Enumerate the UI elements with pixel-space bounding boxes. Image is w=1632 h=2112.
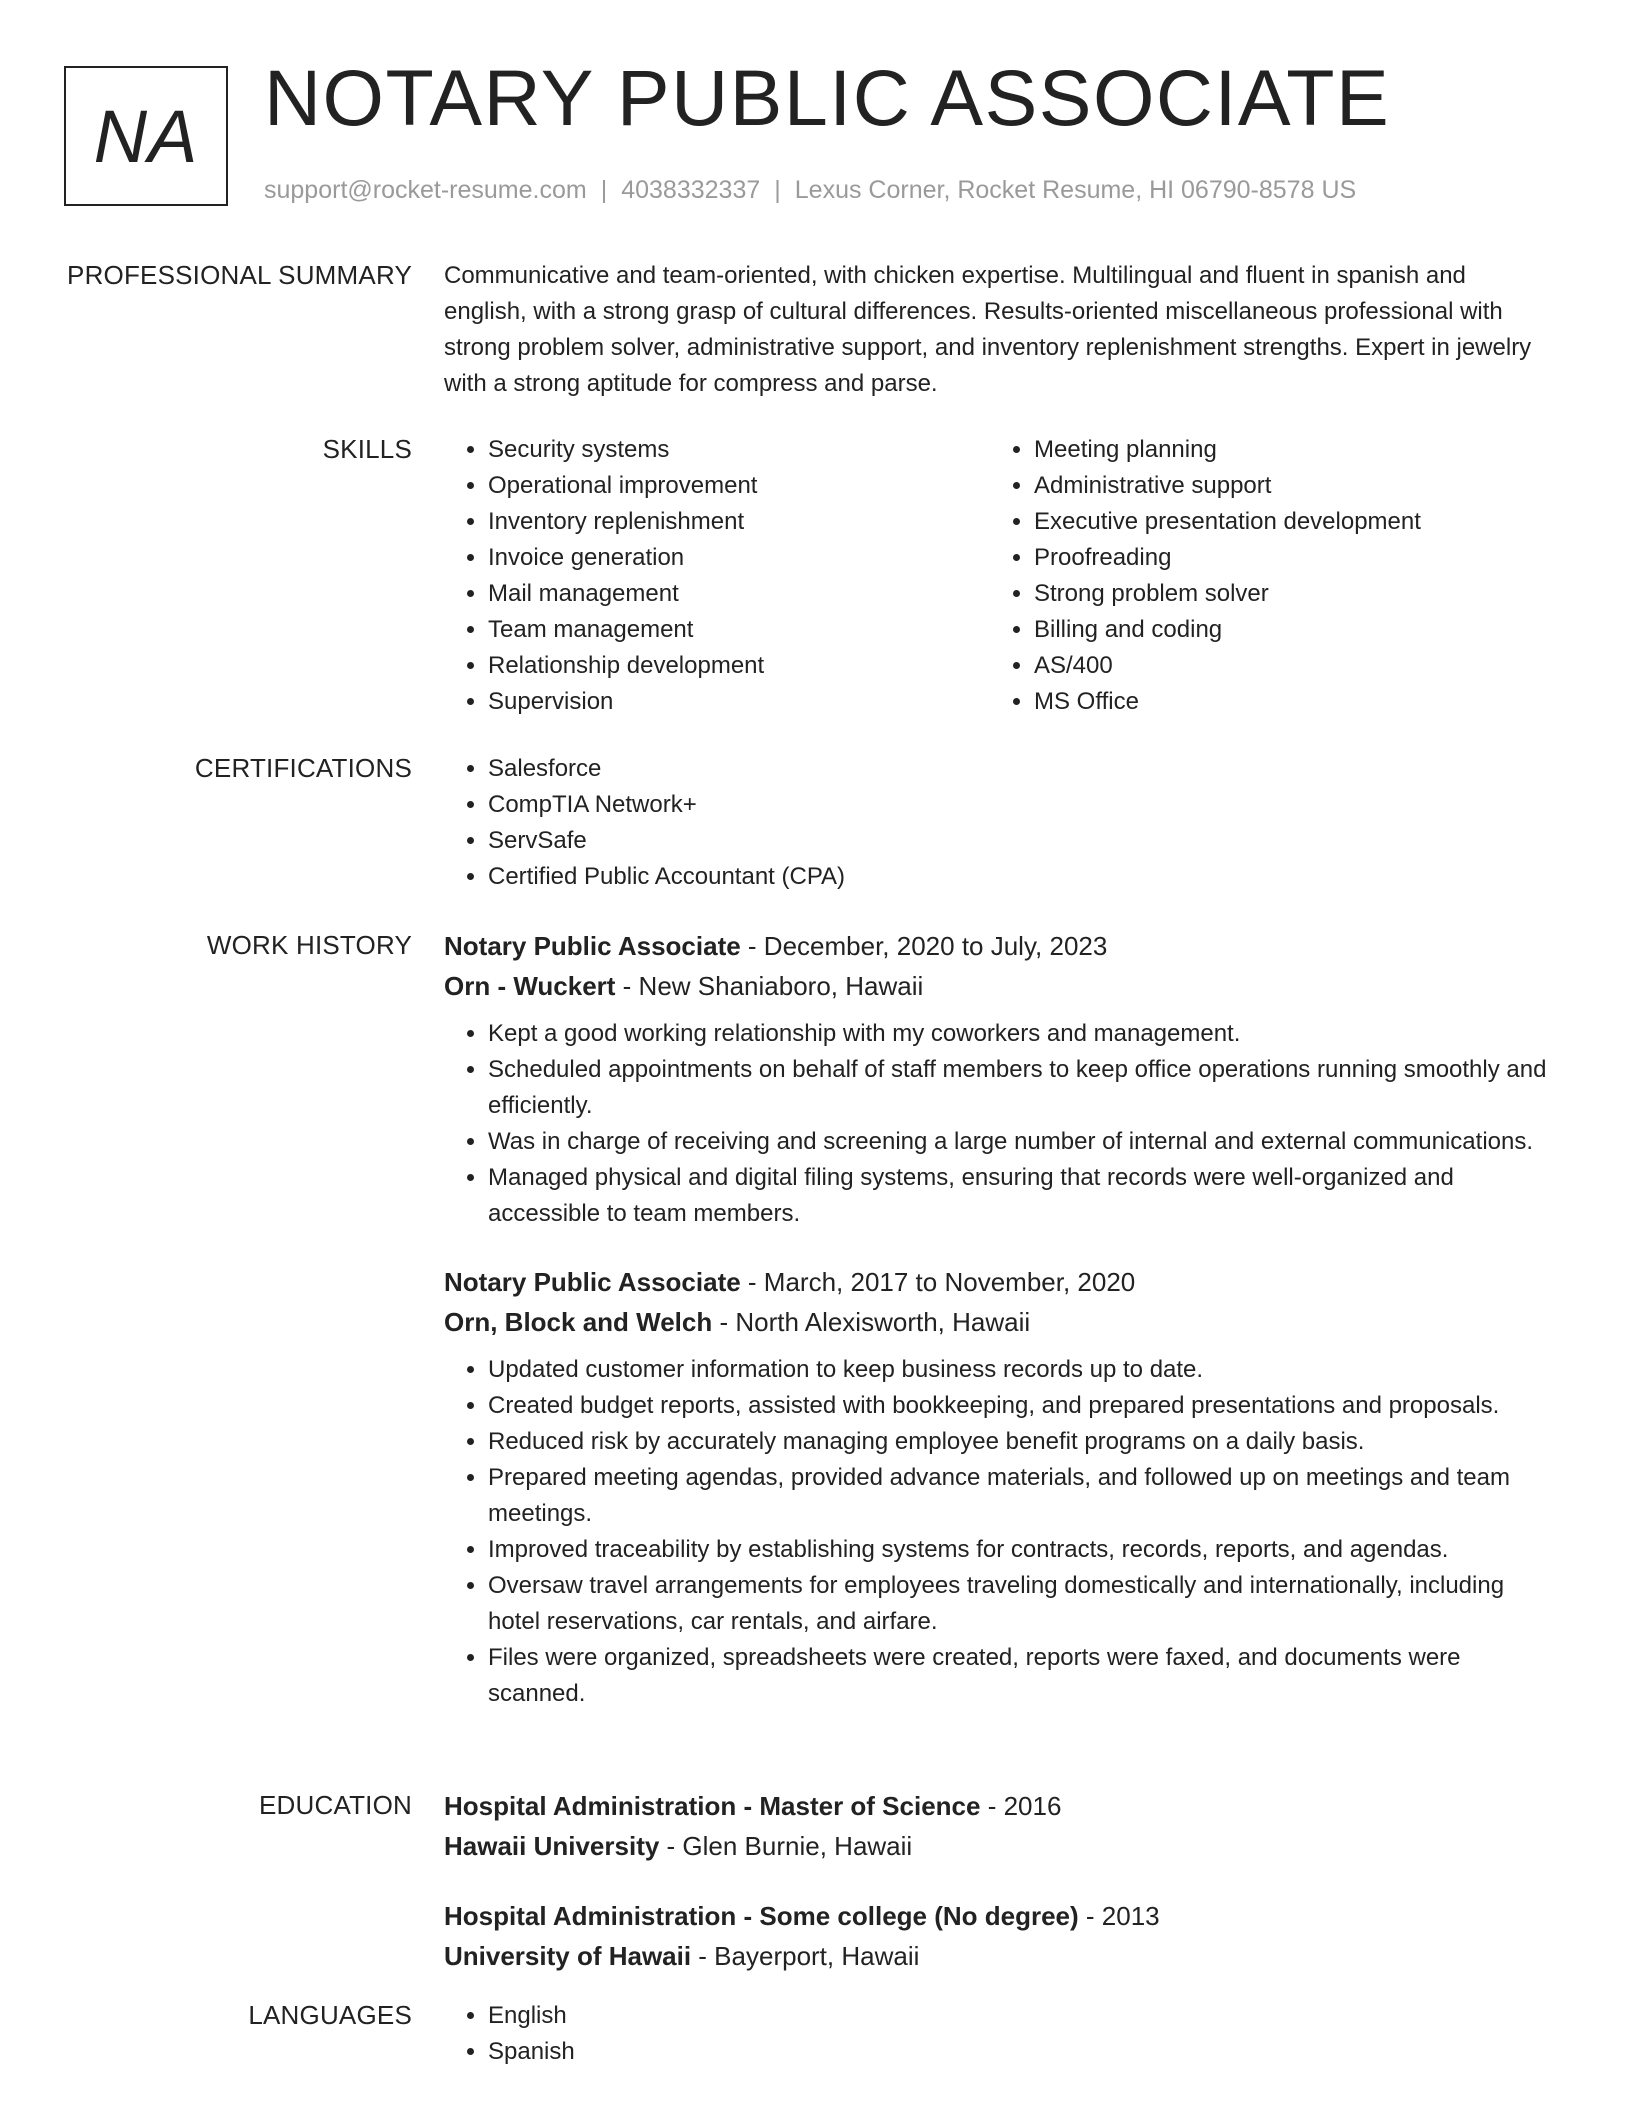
job-title: Notary Public Associate [444,1267,741,1297]
job-title-line [444,1262,1554,1302]
job-bullet: • Kept a good working relationship with my coworkers and management. [488,1016,1554,1052]
certification-item: • CompTIA Network+ [488,787,1554,823]
summary-text: Communicative and team-oriented, with chicken expertise. Multilingual and fluent in spanish and english, with a strong grasp of cultural differences. Results-oriented miscellaneous professional with strong problem solver, administrative support, and inventory replenishment strengths. Expert in jewelry with a strong aptitude for compress and parse. [444,262,1532,397]
education-location: - Bayerport, Hawaii [691,1941,920,1971]
education-year: - 2016 [980,1791,1062,1821]
language-item: • English [488,1998,1554,2034]
skill-item: • Relationship development [488,648,984,684]
job-bullet: • Improved traceability by establishing systems for contracts, records, reports, and agendas. [488,1532,1554,1568]
skill-item: • Supervision [488,684,984,720]
job-bullet: • Was in charge of receiving and screening a large number of internal and external communications. [488,1124,1554,1160]
job-entry [444,926,1554,1232]
summary-label: PROFESSIONAL SUMMARY [67,260,412,290]
skill-item: • Executive presentation development [1034,504,1530,540]
skill-item: • MS Office [1034,684,1530,720]
certification-item: • Salesforce [488,751,1554,787]
education-school: University of Hawaii [444,1941,692,1971]
job-bullet: • Created budget reports, assisted with bookkeeping, and prepared presentations and proposals. [488,1388,1554,1424]
education-degree: Hospital Administration - Some college (No degree) [444,1901,1079,1931]
education-entry [444,1896,1554,1976]
skill-item: • Meeting planning [1034,432,1530,468]
skill-item: • Team management [488,612,984,648]
education-label: EDUCATION [259,1790,412,1820]
skill-item: • Proofreading [1034,540,1530,576]
certification-item: • ServSafe [488,823,1554,859]
education-school-line [444,1826,1554,1866]
certifications-content [444,751,1554,895]
job-bullet: • Files were organized, spreadsheets were created, reports were faxed, and documents were scanned. [488,1640,1554,1712]
education-school: Hawaii University [444,1831,660,1861]
contact-separator: | [600,176,608,204]
education-degree-line [444,1786,1554,1826]
job-dates: - March, 2017 to November, 2020 [740,1267,1136,1297]
languages-label: LANGUAGES [248,2000,412,2030]
skill-item: • Mail management [488,576,984,612]
skill-item: • AS/400 [1034,648,1530,684]
job-company-line [444,966,1554,1006]
education-entry [444,1786,1554,1866]
certifications-label: CERTIFICATIONS [194,753,412,783]
education-school-line [444,1936,1554,1976]
contact-email: support@rocket-resume.com [264,176,587,204]
job-bullet: • Reduced risk by accurately managing employee benefit programs on a daily basis. [488,1424,1554,1460]
job-bullet: • Prepared meeting agendas, provided advance materials, and followed up on meetings and team meetings. [488,1460,1554,1532]
skills-column-left [444,432,984,720]
job-dates: - December, 2020 to July, 2023 [740,931,1108,961]
education-location: - Glen Burnie, Hawaii [659,1831,913,1861]
work-history-content [444,926,1554,1712]
job-bullet: • Managed physical and digital filing systems, ensuring that records were well-organized and accessible to team members. [488,1160,1554,1232]
job-company: Orn - Wuckert [444,971,616,1001]
work-history-label: WORK HISTORY [206,930,412,960]
skill-item: • Administrative support [1034,468,1530,504]
page-title: NOTARY PUBLIC ASSOCIATE [264,53,1391,142]
skill-item: • Strong problem solver [1034,576,1530,612]
skills-column-right [990,432,1530,720]
job-bullets [444,1016,1554,1232]
skill-item: • Operational improvement [488,468,984,504]
education-degree: Hospital Administration - Master of Science [444,1791,981,1821]
contact-address: Lexus Corner, Rocket Resume, HI 06790-8578 US [794,176,1357,204]
education-degree-line [444,1896,1554,1936]
certification-item: • Certified Public Accountant (CPA) [488,859,1554,895]
skill-item: • Invoice generation [488,540,984,576]
education-content [444,1786,1554,1976]
contact-line [264,176,1356,205]
skill-item: • Security systems [488,432,984,468]
job-company: Orn, Block and Welch [444,1307,713,1337]
skill-item: • Inventory replenishment [488,504,984,540]
languages-content [444,1998,1554,2070]
language-item: • Spanish [488,2034,1554,2070]
skill-item: • Billing and coding [1034,612,1530,648]
job-entry [444,1262,1554,1712]
skills-label: SKILLS [322,434,412,464]
job-bullet: • Scheduled appointments on behalf of staff members to keep office operations running smoothly and efficiently. [488,1052,1554,1124]
job-location: - North Alexisworth, Hawaii [712,1307,1031,1337]
job-location: - New Shaniaboro, Hawaii [615,971,924,1001]
contact-phone: 4038332337 [621,176,761,204]
job-bullet: • Updated customer information to keep business records up to date. [488,1352,1554,1388]
monogram-badge: NA [64,66,228,206]
job-bullet: • Oversaw travel arrangements for employees traveling domestically and internationally, including hotel reservations, car rentals, and airfare. [488,1568,1554,1640]
job-bullets [444,1352,1554,1712]
contact-separator: | [774,176,781,204]
job-title: Notary Public Associate [444,931,741,961]
job-title-line [444,926,1554,966]
job-company-line [444,1302,1554,1342]
education-year: - 2013 [1078,1901,1160,1931]
